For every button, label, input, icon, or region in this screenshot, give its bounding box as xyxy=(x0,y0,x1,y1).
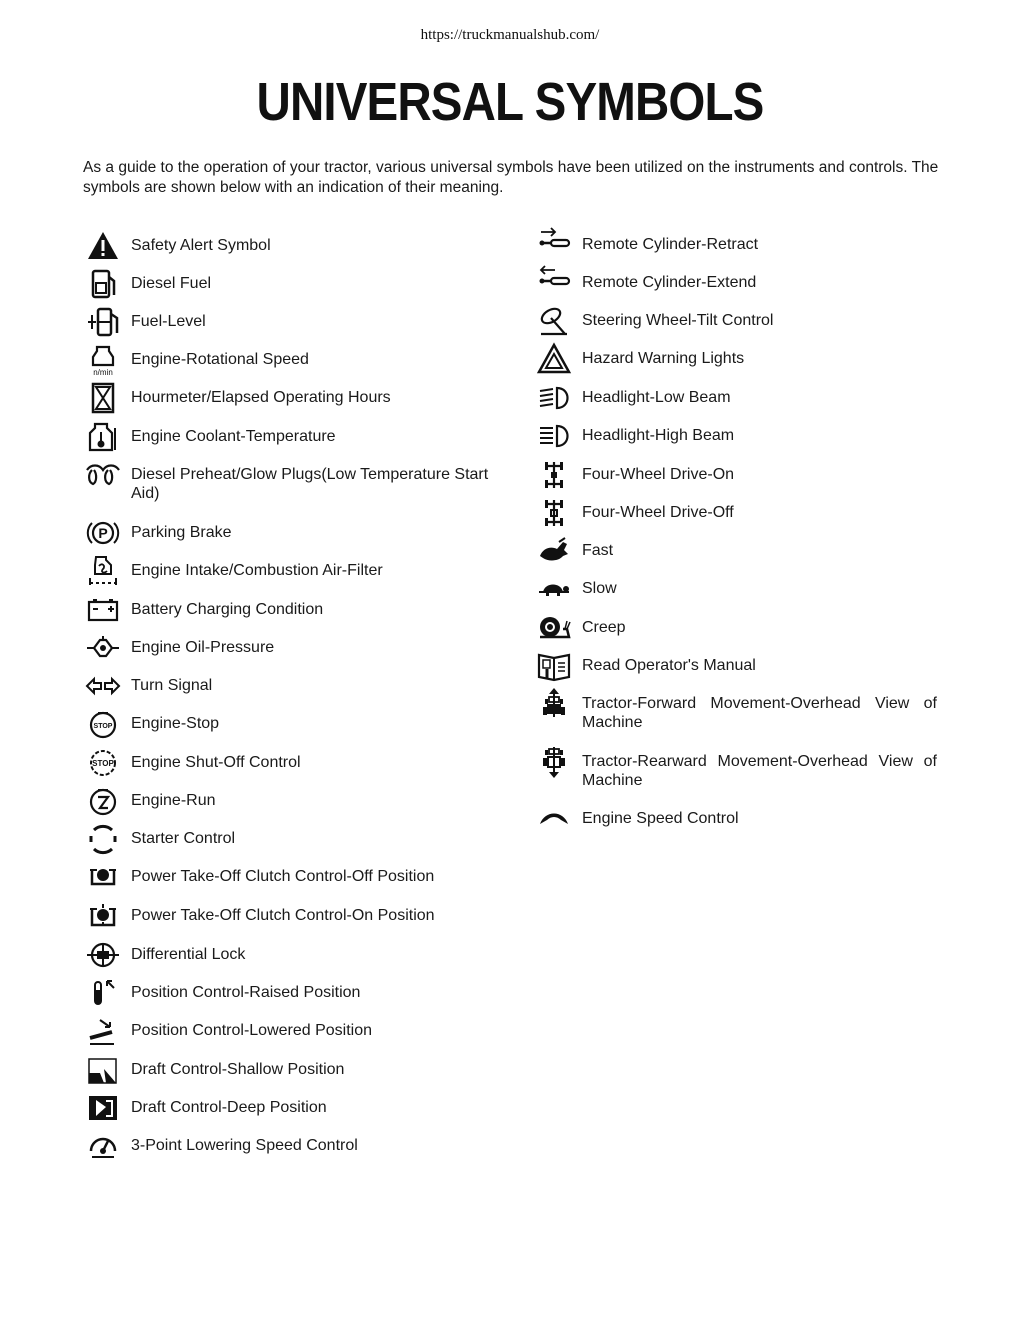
glow-plug-icon xyxy=(85,459,121,491)
symbol-item xyxy=(85,945,505,971)
symbol-item xyxy=(85,1060,505,1086)
turtle-icon xyxy=(536,573,572,605)
symbol-item xyxy=(85,1136,505,1162)
turn-signal-icon xyxy=(85,670,121,702)
lowering-speed-icon xyxy=(85,1130,121,1162)
symbol-item xyxy=(536,579,946,605)
tractor-forward-icon xyxy=(536,688,572,720)
low-beam-icon xyxy=(536,382,572,414)
symbol-label: Engine Coolant-Temperature xyxy=(131,428,336,445)
symbol-item xyxy=(85,236,505,262)
symbol-item xyxy=(85,714,505,740)
symbol-label: Battery Charging Condition xyxy=(131,601,324,618)
symbol-label: Position Control-Raised Position xyxy=(131,984,361,1001)
manual-icon xyxy=(536,650,572,682)
symbol-label: Diesel Preheat/Glow Plugs(Low Temperature Start Aid) xyxy=(131,466,489,502)
svg-text:STOP: STOP xyxy=(93,723,113,730)
high-beam-icon xyxy=(536,420,572,452)
tractor-rearward-icon xyxy=(536,746,572,778)
symbol-item xyxy=(536,541,946,567)
symbol-item xyxy=(85,906,505,932)
symbol-label: Hourmeter/Elapsed Operating Hours xyxy=(131,389,391,406)
rabbit-icon xyxy=(536,535,572,567)
fuel-level-icon xyxy=(85,306,121,338)
symbol-item xyxy=(85,753,505,779)
symbol-item xyxy=(85,676,505,702)
fuel-pump-icon xyxy=(85,268,121,300)
symbol-item xyxy=(536,235,946,261)
symbol-label: Tractor-Forward Movement-Overhead View of Machine xyxy=(582,695,937,731)
svg-text:STOP: STOP xyxy=(92,759,114,768)
coolant-temperature-icon xyxy=(85,421,121,453)
hourglass-icon xyxy=(85,382,121,414)
symbol-item xyxy=(536,349,946,375)
symbol-item xyxy=(85,350,505,376)
symbol-item xyxy=(85,1021,505,1047)
pto-on-icon xyxy=(85,900,121,932)
symbol-label: Engine-Rotational Speed xyxy=(131,351,309,368)
symbol-item xyxy=(85,274,505,300)
symbol-label: Read Operator's Manual xyxy=(582,657,756,674)
symbol-label: Creep xyxy=(582,619,626,636)
symbol-label: Fuel-Level xyxy=(131,313,206,330)
symbol-label: Engine Oil-Pressure xyxy=(131,639,275,656)
four-wheel-drive-on-icon xyxy=(536,459,572,491)
source-url[interactable]: https://truckmanualshub.com/ xyxy=(420,27,600,43)
symbol-item xyxy=(85,561,505,587)
engine-speed-control-icon xyxy=(536,803,572,835)
symbol-label: Safety Alert Symbol xyxy=(131,237,271,254)
svg-text:n/min: n/min xyxy=(93,368,113,377)
symbol-label: Steering Wheel-Tilt Control xyxy=(582,312,774,329)
oil-can-icon xyxy=(85,632,121,664)
symbol-label: Diesel Fuel xyxy=(131,275,212,292)
symbol-item xyxy=(85,829,505,855)
symbol-item xyxy=(536,618,946,644)
engine-stop-icon xyxy=(85,708,121,740)
engine-speed-icon xyxy=(85,344,121,376)
symbol-item xyxy=(85,388,505,414)
symbol-item xyxy=(536,503,946,529)
symbol-label: Fast xyxy=(582,542,614,559)
symbol-item xyxy=(536,752,946,790)
page-title: UNIVERSAL SYMBOLS xyxy=(256,72,764,132)
hazard-icon xyxy=(536,343,572,375)
symbol-item xyxy=(85,867,505,893)
symbol-item xyxy=(536,694,946,732)
symbol-item xyxy=(85,983,505,1009)
battery-icon xyxy=(85,594,121,626)
symbol-label: Hazard Warning Lights xyxy=(582,350,745,367)
symbol-label: Remote Cylinder-Retract xyxy=(582,236,759,253)
starter-icon xyxy=(85,823,121,855)
steering-tilt-icon xyxy=(536,305,572,337)
symbol-label: Four-Wheel Drive-Off xyxy=(582,504,734,521)
symbol-label: Parking Brake xyxy=(131,524,232,541)
symbol-label: Engine Shut-Off Control xyxy=(131,754,301,771)
symbol-label: Turn Signal xyxy=(131,677,213,694)
svg-text:P: P xyxy=(98,525,108,541)
symbol-item xyxy=(85,600,505,626)
symbol-item xyxy=(536,465,946,491)
symbol-label: Position Control-Lowered Position xyxy=(131,1022,373,1039)
symbol-item xyxy=(536,273,946,299)
symbol-label: Differential Lock xyxy=(131,946,246,963)
differential-lock-icon xyxy=(85,939,121,971)
position-raised-icon xyxy=(85,977,121,1009)
symbol-label: Power Take-Off Clutch Control-Off Position xyxy=(131,868,435,885)
parking-brake-icon xyxy=(85,517,121,549)
air-filter-icon xyxy=(85,555,121,587)
symbol-label: Headlight-High Beam xyxy=(582,427,735,444)
warning-triangle-icon xyxy=(85,230,121,262)
symbol-label: Headlight-Low Beam xyxy=(582,389,731,406)
symbol-label: Power Take-Off Clutch Control-On Position xyxy=(131,907,435,924)
draft-shallow-icon xyxy=(85,1054,121,1086)
symbol-item xyxy=(85,427,505,453)
symbol-label: Starter Control xyxy=(131,830,236,847)
four-wheel-drive-off-icon xyxy=(536,497,572,529)
draft-deep-icon xyxy=(85,1092,121,1124)
engine-shutoff-icon xyxy=(85,747,121,779)
symbol-label: Remote Cylinder-Extend xyxy=(582,274,757,291)
symbol-item xyxy=(85,523,505,549)
symbol-label: Engine Intake/Combustion Air-Filter xyxy=(131,562,383,579)
cylinder-extend-icon xyxy=(536,267,572,299)
symbol-item xyxy=(85,1098,505,1124)
symbol-label: Engine-Stop xyxy=(131,715,220,732)
engine-run-icon xyxy=(85,785,121,817)
symbol-item xyxy=(85,791,505,817)
symbol-label: Draft Control-Shallow Position xyxy=(131,1061,345,1078)
symbol-item xyxy=(536,426,946,452)
symbol-label: Four-Wheel Drive-On xyxy=(582,466,735,483)
symbol-label: Slow xyxy=(582,580,617,597)
symbol-label: Draft Control-Deep Position xyxy=(131,1099,327,1116)
symbol-item xyxy=(85,465,505,503)
symbol-label: 3-Point Lowering Speed Control xyxy=(131,1137,358,1154)
symbol-item xyxy=(536,656,946,682)
pto-off-icon xyxy=(85,861,121,893)
symbol-item xyxy=(536,388,946,414)
symbol-item xyxy=(85,312,505,338)
intro-paragraph: As a guide to the operation of your tractor, various universal symbols have been utilized on the instruments and controls. The symbols are shown below with an indication of their meaning. xyxy=(83,159,939,196)
symbol-label: Engine Speed Control xyxy=(582,810,739,827)
position-lowered-icon xyxy=(85,1015,121,1047)
symbol-label: Tractor-Rearward Movement-Overhead View of Machine xyxy=(582,753,937,789)
snail-icon xyxy=(536,612,572,644)
symbol-item xyxy=(536,809,946,835)
symbol-item xyxy=(536,311,946,337)
cylinder-retract-icon xyxy=(536,229,572,261)
symbol-label: Engine-Run xyxy=(131,792,216,809)
symbol-item xyxy=(85,638,505,664)
